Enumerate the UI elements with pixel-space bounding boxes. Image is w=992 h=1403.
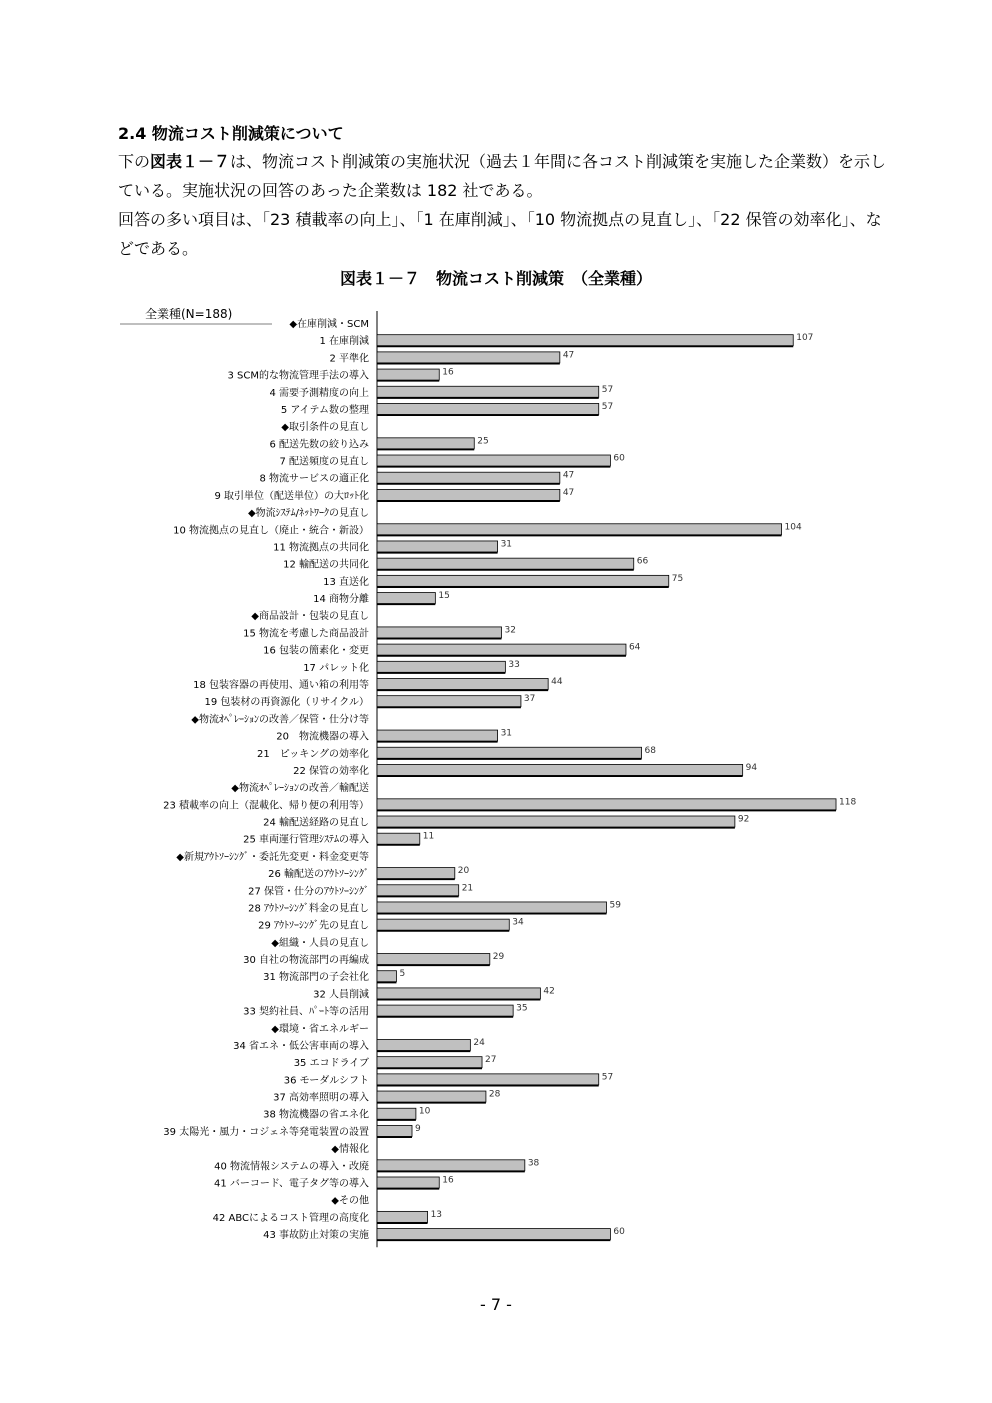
value-label: 16 (442, 1175, 454, 1186)
value-label: 15 (438, 591, 450, 602)
bar (377, 403, 599, 414)
value-label: 13 (430, 1209, 443, 1220)
category-label: 31 物流部門の子会社化 (263, 972, 369, 984)
value-label: 31 (500, 539, 513, 550)
value-label: 94 (745, 762, 758, 773)
value-label: 57 (601, 384, 614, 395)
category-label: 8 物流サービスの適正化 (259, 473, 369, 485)
value-label: 60 (613, 1227, 625, 1238)
category-label: 14 商物分離 (313, 594, 369, 606)
bar (377, 919, 509, 930)
value-label: 16 (442, 367, 454, 378)
bar (377, 524, 782, 535)
chart-title: 全業種(N=188) (145, 307, 233, 321)
category-label: 23 積載率の向上（混載化、帰り便の利用等） (163, 800, 369, 812)
value-label: 31 (500, 728, 513, 739)
category-label: 16 包装の簡素化・変更 (263, 645, 369, 657)
body-paragraph-1 (118, 147, 888, 205)
bar (377, 885, 459, 896)
category-label: 35 エコドライブ (293, 1058, 369, 1070)
section-heading: 2.4 物流コスト削減策について (118, 124, 344, 143)
category-label: 2 平準化 (329, 353, 369, 365)
bar (377, 1229, 610, 1240)
bar (377, 1039, 470, 1050)
category-group-label: ◆物流ｵﾍﾟﾚｰｼｮﾝの改善／輸配送 (231, 783, 369, 795)
value-label: 35 (516, 1003, 528, 1014)
bar (377, 593, 435, 604)
category-label: 21 ピッキングの効率化 (256, 748, 369, 760)
bar (377, 541, 498, 552)
bar (377, 747, 642, 758)
category-group-label: ◆環境・省エネルギー (271, 1023, 369, 1035)
category-label: 24 輸配送経路の見直し (263, 817, 369, 829)
bar (377, 902, 607, 913)
figure-title: 図表１－７ 物流コスト削減策 （全業種） (339, 269, 652, 288)
category-group-label: ◆物流ｵﾍﾟﾚｰｼｮﾝの改善／保管・仕分け等 (191, 714, 369, 726)
category-label: 38 物流機器の省エネ化 (263, 1109, 369, 1121)
value-label: 11 (422, 831, 435, 842)
category-label: 13 直送化 (323, 576, 369, 588)
bar (377, 988, 540, 999)
category-label: 40 物流情報システムの導入・改廃 (214, 1161, 369, 1173)
value-label: 104 (784, 522, 802, 533)
bar (377, 369, 439, 380)
bar-chart (0, 300, 992, 1250)
bar (377, 1160, 525, 1171)
paragraph-text: は、物流コスト削減策の実施状況（過去１年間に各コスト削減策を実施した企業数）を示している。実施状況の回答のあった企業数は 182 社である。 (118, 152, 887, 200)
category-label: 25 車両運行管理ｼｽﾃﾑの導入 (243, 834, 369, 846)
category-label: 28 ｱｳﾄｿｰｼﾝｸﾞ料金の見直し (248, 903, 369, 915)
bar (377, 1211, 428, 1222)
bar (377, 335, 793, 346)
category-label: 17 パレット化 (303, 662, 369, 674)
bar (377, 696, 521, 707)
bar (377, 489, 560, 500)
category-label: 12 輸配送の共同化 (283, 559, 369, 571)
value-label: 33 (508, 659, 520, 670)
bar (377, 678, 548, 689)
bar (377, 1125, 412, 1136)
value-label: 27 (485, 1055, 497, 1066)
category-label: 6 配送先数の絞り込み (269, 439, 369, 451)
bar (377, 455, 610, 466)
category-label: 15 物流を考慮した商品設計 (243, 628, 369, 640)
value-label: 25 (477, 436, 489, 447)
category-label: 39 太陽光・風力・コジェネ等発電装置の設置 (163, 1126, 369, 1138)
category-group-label: ◆商品設計・包装の見直し (251, 611, 369, 623)
bar (377, 868, 455, 879)
bar (377, 438, 474, 449)
category-label: 10 物流拠点の見直し（廃止・統合・新設） (173, 525, 369, 537)
bar (377, 661, 505, 672)
category-group-label: ◆取引条件の見直し (281, 422, 369, 434)
category-group-label: ◆新規ｱｳﾄｿｰｼﾝｸﾞ・委託先変更・料金変更等 (176, 851, 369, 863)
category-label: 36 モーダルシフト (283, 1075, 369, 1087)
bar (377, 472, 560, 483)
bar (377, 764, 743, 775)
category-group-label: ◆物流ｼｽﾃﾑ/ﾈｯﾄﾜｰｸの見直し (247, 508, 369, 520)
category-label: 9 取引単位（配送単位）の大ﾛｯﾄ化 (214, 490, 369, 502)
bar (377, 644, 626, 655)
value-label: 118 (839, 797, 857, 808)
bar (377, 1091, 486, 1102)
category-label: 4 需要予測精度の向上 (269, 387, 369, 399)
category-label: 19 包装材の再資源化（リサイクル） (204, 697, 369, 709)
value-label: 68 (644, 745, 656, 756)
bar (377, 352, 560, 363)
value-label: 107 (796, 333, 814, 344)
bar (377, 386, 599, 397)
category-label: 5 アイテム数の整理 (280, 404, 369, 416)
value-label: 59 (609, 900, 621, 911)
value-label: 42 (543, 986, 555, 997)
paragraph-prefix: 下の (118, 152, 151, 171)
category-label: 43 事故防止対策の実施 (263, 1230, 369, 1242)
value-label: 9 (415, 1123, 421, 1134)
value-label: 47 (562, 487, 575, 498)
category-group-label: ◆組織・人員の見直し (271, 937, 369, 949)
value-label: 10 (418, 1106, 431, 1117)
value-label: 38 (527, 1158, 540, 1169)
body-paragraph-2: 回答の多い項目は、「23 積載率の向上」、「1 在庫削減」、「10 物流拠点の見直し」、「22 保管の効率化」、などである。 (118, 210, 882, 258)
figure-reference: 図表１－７ (150, 152, 231, 171)
bar (377, 558, 634, 569)
value-label: 20 (457, 866, 470, 877)
value-label: 57 (601, 401, 614, 412)
value-label: 28 (488, 1089, 501, 1100)
category-label: 11 物流拠点の共同化 (273, 542, 369, 554)
category-label: 3 SCM的な物流管理手法の導入 (227, 370, 369, 382)
value-label: 29 (492, 952, 505, 963)
bar (377, 1005, 513, 1016)
category-label: 1 在庫削減 (319, 336, 369, 348)
category-label: 27 保管・仕分のｱｳﾄｿｰｼﾝｸﾞ (248, 886, 369, 898)
category-label: 33 契約社員、ﾊﾟｰﾄ等の活用 (243, 1006, 369, 1018)
category-group-label: ◆その他 (331, 1195, 369, 1207)
value-label: 47 (562, 350, 575, 361)
category-label: 42 ABCによるコスト管理の高度化 (212, 1212, 369, 1224)
value-label: 64 (628, 642, 641, 653)
category-label: 26 輸配送のｱｳﾄｿｰｼﾝｸﾞ (268, 869, 369, 881)
category-group-label: ◆在庫削減・SCM (289, 319, 369, 330)
bar (377, 954, 490, 965)
category-label: 30 自社の物流部門の再編成 (243, 955, 369, 967)
category-label: 34 省エネ・低公害車両の導入 (233, 1040, 369, 1052)
category-label: 18 包装容器の再使用、通い箱の利用等 (193, 679, 369, 691)
category-label: 20 物流機器の導入 (276, 731, 369, 743)
bar (377, 816, 735, 827)
category-label: 32 人員削減 (313, 989, 369, 1001)
value-label: 24 (473, 1037, 485, 1048)
value-label: 32 (504, 625, 516, 636)
category-group-label: ◆情報化 (331, 1144, 369, 1156)
category-label: 22 保管の効率化 (293, 765, 369, 777)
value-label: 47 (562, 470, 575, 481)
page-number: - 7 - (480, 1295, 512, 1314)
bar (377, 1074, 599, 1085)
value-label: 66 (636, 556, 649, 567)
value-label: 75 (671, 573, 684, 584)
category-label: 7 配送頻度の見直し (279, 456, 369, 468)
bar (377, 1057, 482, 1068)
value-label: 37 (523, 694, 536, 705)
bar (377, 799, 836, 810)
value-label: 5 (399, 969, 406, 980)
bar (377, 971, 396, 982)
value-label: 44 (551, 676, 563, 687)
category-label: 37 高効率照明の導入 (273, 1092, 369, 1104)
value-label: 34 (512, 917, 524, 928)
bar (377, 833, 420, 844)
value-label: 57 (601, 1072, 614, 1083)
bar (377, 575, 669, 586)
category-label: 29 ｱｳﾄｿｰｼﾝｸﾞ先の見直し (258, 920, 369, 932)
value-label: 60 (613, 453, 625, 464)
bar (377, 627, 501, 638)
bar (377, 1108, 416, 1119)
bar (377, 1177, 439, 1188)
bar (377, 730, 498, 741)
value-label: 92 (737, 814, 750, 825)
value-label: 21 (461, 883, 474, 894)
category-label: 41 バーコード、電子タグ等の導入 (213, 1178, 369, 1190)
